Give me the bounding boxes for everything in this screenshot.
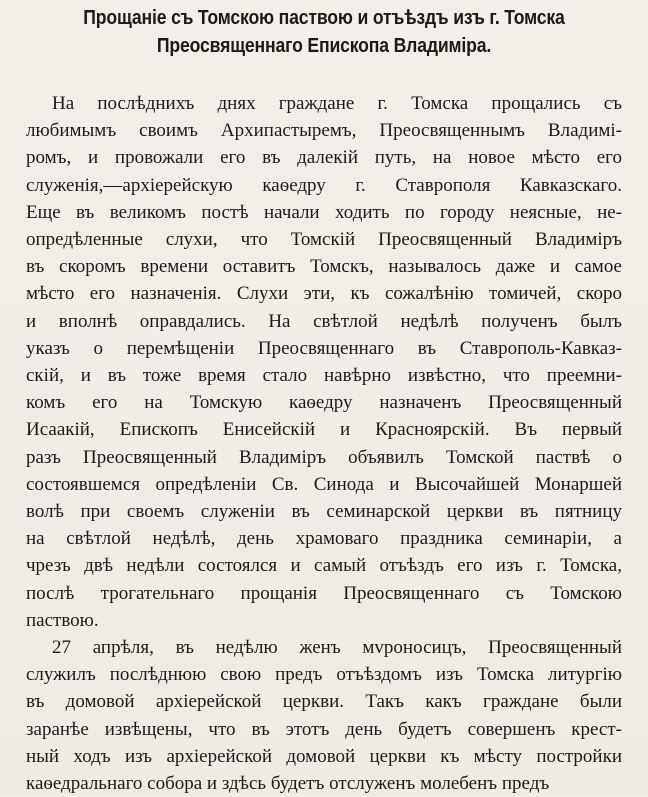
- text-line: мѣсто его назначенія. Слухи эти, къ сожалѣнію томичей, скоро: [26, 283, 622, 305]
- text-line: указъ о перемѣщеніи Преосвященнаго въ Ставрополь-Кавказ-: [26, 337, 622, 359]
- paragraph: [26, 90, 622, 634]
- article-title-line-2: Преосвященнаго Епископа Владиміра.: [156, 34, 492, 57]
- text-line: 27 апрѣля, въ недѣлю женъ мvроносицъ, Преосвященный: [52, 637, 622, 659]
- text-line: каѳедральнаго собора и здѣсь будетъ отслуженъ молебенъ предъ: [26, 773, 550, 795]
- text-line: на свѣтлой недѣлѣ, день храмоваго праздника семинаріи, а: [26, 528, 622, 550]
- text-line: послѣ трогательнаго прощанія Преосвященнаго съ Томскою: [26, 582, 622, 604]
- text-line: опредѣленные слухи, что Томскій Преосвященный Владиміръ: [26, 229, 622, 251]
- text-line: волѣ при своемъ служеніи въ семинарской церкви въ пятницу: [26, 501, 622, 523]
- text-line: служенія,—архіерейскую каѳедру г. Ставрополя Кавказскаго.: [26, 174, 622, 196]
- article-title-line-1: Прощаніе съ Томскою паствою и отъѣздъ изъ г. Томска: [83, 6, 565, 29]
- text-line: чрезъ двѣ недѣли состоялся и самый отъѣздъ его изъ г. Томска,: [26, 555, 622, 577]
- text-line: паствою.: [26, 609, 99, 631]
- text-line: разъ Преосвященный Владиміръ объявилъ Томской паствѣ о: [26, 446, 622, 468]
- text-line: скій, и въ тоже время стало навѣрно извѣстно, что преемни-: [26, 365, 622, 387]
- text-line: ный ходъ изъ архіерейской домовой церкви къ мѣсту постройки: [26, 745, 622, 767]
- article-body: [26, 90, 622, 797]
- article-heading: [26, 4, 622, 60]
- text-line: служилъ послѣднюю свою предъ отъѣздомъ изъ Томска литургію: [26, 664, 622, 686]
- text-line: любимымъ своимъ Архипастыремъ, Преосвященнымъ Владимі-: [26, 120, 622, 142]
- text-line: въ домовой архіерейской церкви. Такъ какъ граждане были: [26, 691, 622, 713]
- text-line: Еще въ великомъ постѣ начали ходить по городу неясные, не-: [26, 201, 622, 223]
- text-line: На послѣднихъ днях граждане г. Томска прощались съ: [52, 93, 622, 114]
- text-line: Исаакій, Епископъ Енисейскій и Красноярскій. Въ первый: [26, 419, 622, 441]
- text-line: и вполнѣ оправдались. На свѣтлой недѣлѣ полученъ былъ: [26, 310, 622, 332]
- text-line: состоявшемся опредѣленіи Св. Синода и Высочайшей Монаршей: [26, 473, 622, 495]
- text-line: ромъ, и провожали его въ далекій путь, на новое мѣсто его: [26, 147, 622, 169]
- paragraph: [26, 634, 622, 797]
- text-line: заранѣе извѣщены, что въ этотъ день будетъ совершенъ крест-: [26, 718, 622, 740]
- text-line: въ скоромъ времени оставитъ Томскъ, называлось даже и самое: [26, 256, 622, 278]
- text-line: комъ его на Томскую каѳедру назначенъ Преосвященный: [26, 392, 622, 414]
